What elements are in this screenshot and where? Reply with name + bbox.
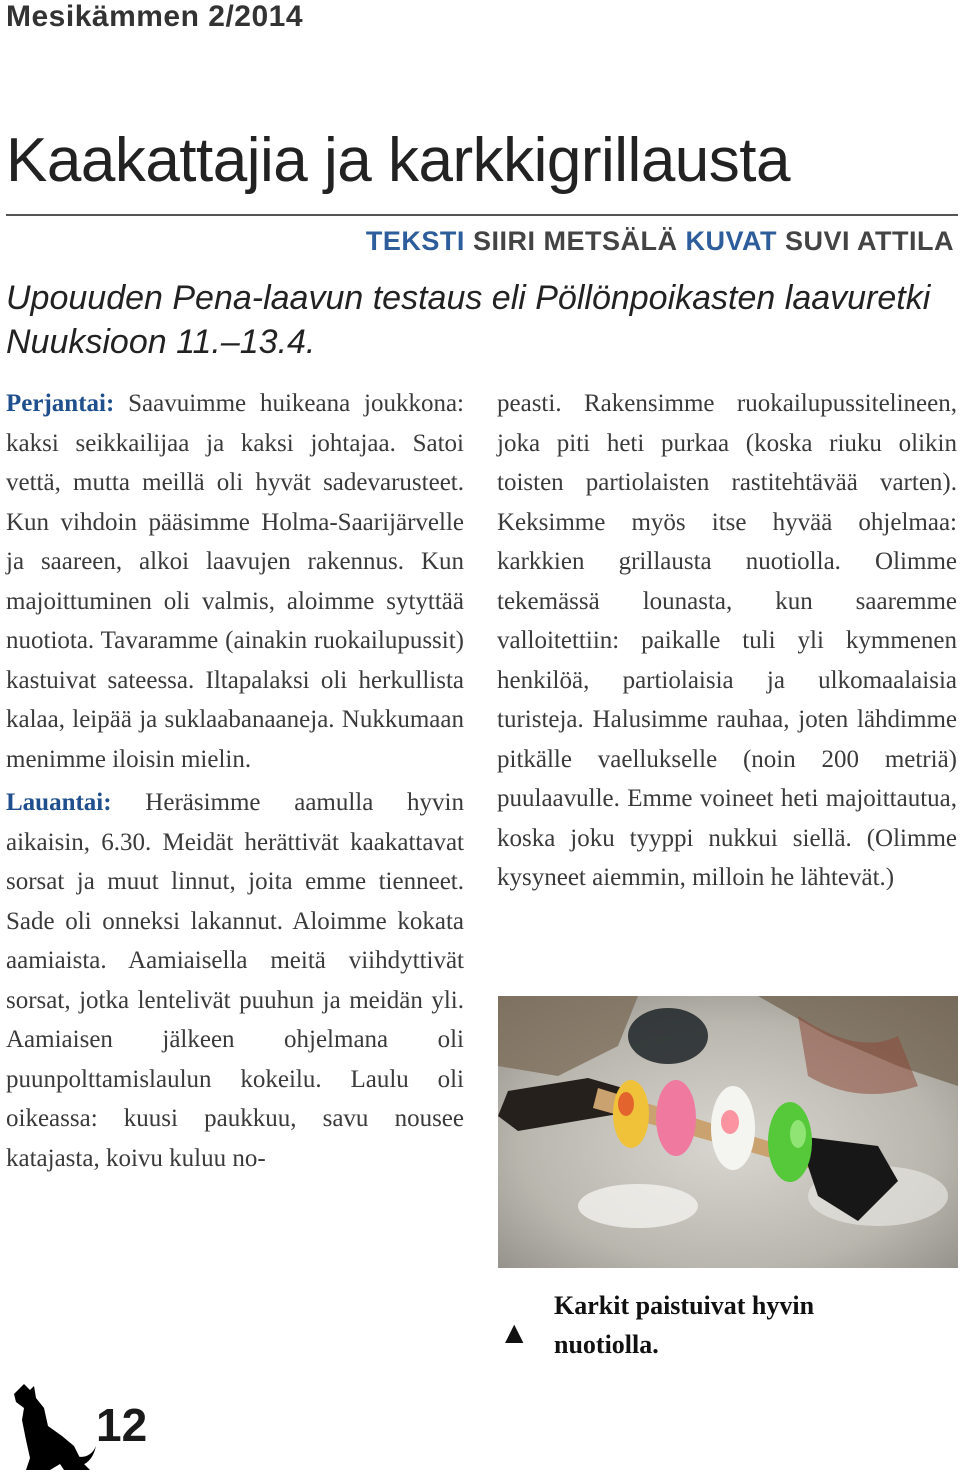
paragraph-continued: peasti. Rakensimme ruokailupussitelineen, joka piti heti purkaa (koska riuku olikin toisten partiolaisten rastitehtävää varten). Keksimme myös itse hyvää ohjelmaa: karkkien grillausta nuotiolla. Olimme tekemässä lounasta, kun saaremme valloitettiin: paikalle tuli yli kymmenen henkilöä, partiolaisia ja ulkomaalaisia turisteja. Halusimme rauhaa, joten lähdimme pitkälle vaellukselle (noin 200 metriä) puulaavulle. Emme voineet heti majoittautua, koska joku tyyppi nukkui siellä. (Olimme kysyneet aiemmin, milloin he lähtevät.) bbox=[497, 390, 957, 891]
magazine-issue: Mesikämmen 2/2014 bbox=[6, 0, 304, 33]
friday-text: Saavuimme huikeana joukkona: kaksi seikkailijaa ja kaksi johtajaa. Satoi vettä, mutta meillä oli hyvät sadevarusteet. Kun vihdoin pääsimme Holma-Saarijärvelle ja saareen, alkoi laavujen rakennus. Kun majoittuminen oli valmis, aloimme sytyttää nuotiota. Tavaramme (ainakin ruokailupussit) kastuivat sateessa. Iltapalaksi oli herkullista kalaa, leipää ja suklaabanaaneja. Nukkumaan menimme iloisin mielin. bbox=[6, 390, 464, 773]
howling-wolf-icon bbox=[4, 1376, 100, 1472]
friday-label: Perjantai: bbox=[6, 390, 115, 417]
triangle-up-icon: ▲ bbox=[505, 1318, 524, 1346]
right-column bbox=[497, 384, 957, 898]
left-column bbox=[6, 384, 464, 1178]
credits-author: SIIRI METSÄLÄ bbox=[472, 226, 678, 256]
saturday-label: Lauantai: bbox=[6, 789, 112, 816]
credits-photographer: SUVI ATTILA bbox=[785, 226, 954, 256]
paragraph-friday bbox=[6, 384, 464, 779]
title-divider bbox=[6, 214, 958, 216]
saturday-text: Heräsimme aamulla hyvin aikaisin, 6.30. Meidät herättivät kaakattavat sorsat ja muut linnut, joita emme tienneet. Sade oli onneksi lakannut. Aloimme kokata aamiaista. Aamiaisella meitä viihdyttivät sorsat, jotka lentelivät puuhun ja meidän yli. Aamiaisen jälkeen ohjelmana oli puunpolttamislaulun kokeilu. Laulu oli oikeassa: kuusi paukkuu, savu nousee katajasta, koivu kuluu no- bbox=[6, 789, 464, 1172]
article-credits bbox=[366, 226, 954, 257]
candy-grilling-photo bbox=[498, 996, 958, 1268]
paragraph-saturday bbox=[6, 783, 464, 1178]
photo-caption: Karkit paistuivat hyvin nuotiolla. bbox=[554, 1291, 815, 1359]
page-number: 12 bbox=[96, 1399, 148, 1451]
article-subtitle: Upouuden Pena-laavun testaus eli Pöllönpoikasten laavuretki Nuuksioon 11.–13.4. bbox=[6, 279, 931, 361]
credits-photo-label: KUVAT bbox=[685, 226, 777, 256]
article-title: Kaakattajia ja karkkigrillausta bbox=[6, 126, 790, 195]
credits-text-label: TEKSTI bbox=[365, 226, 465, 256]
